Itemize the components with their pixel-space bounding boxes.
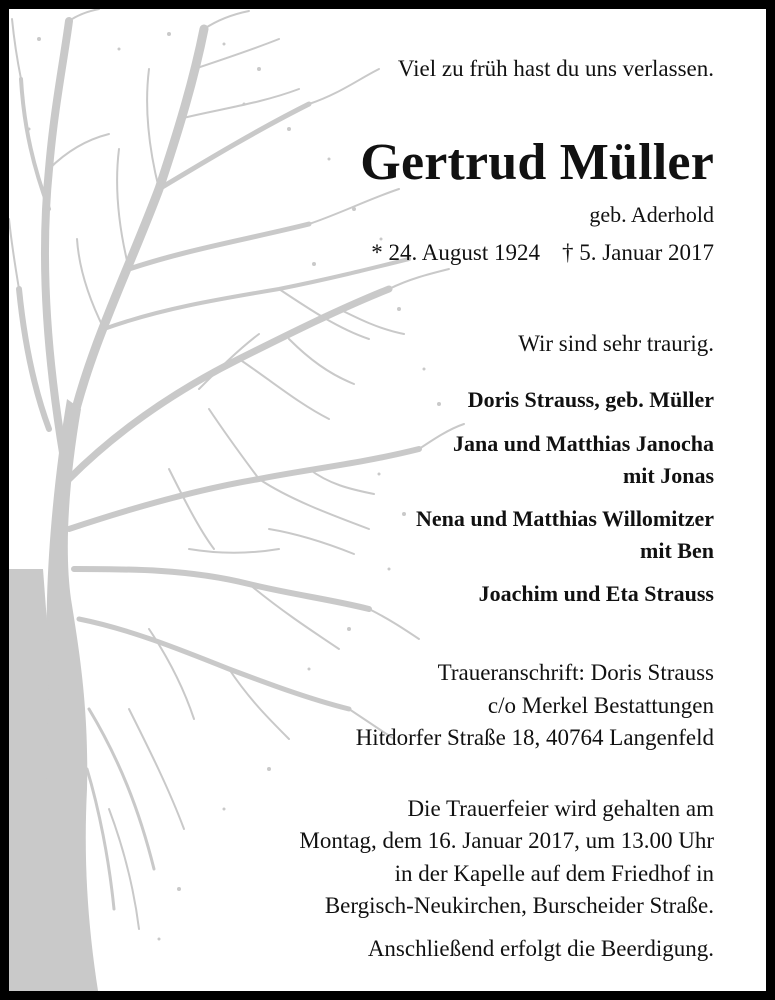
family-member: Joachim und Eta Strauss (478, 581, 714, 606)
service-line: Bergisch-Neukirchen, Burscheider Straße. (324, 893, 714, 918)
address-line: Hitdorfer Straße 18, 40764 Langenfeld (355, 725, 714, 750)
family-member: Jana und Matthias Janocha (452, 431, 714, 456)
birth-date: * 24. August 1924 (371, 240, 540, 265)
service-line: Die Trauerfeier wird gehalten am (407, 796, 714, 821)
service-line: in der Kapelle auf dem Friedhof in (394, 861, 714, 886)
family-member: Nena und Matthias Willomitzer (415, 506, 714, 531)
intro-line: Viel zu früh hast du uns verlassen. (397, 56, 714, 81)
deceased-name: Gertrud Müller (360, 134, 714, 191)
sentiment-line: Wir sind sehr traurig. (518, 331, 714, 356)
life-dates (371, 240, 714, 266)
family-member: mit Jonas (622, 463, 714, 488)
address-line: Traueranschrift: Doris Strauss (437, 660, 714, 685)
address-line: c/o Merkel Bestattungen (487, 693, 714, 718)
service-line: Montag, dem 16. Januar 2017, um 13.00 Uhr (299, 828, 714, 853)
maiden-name: geb. Aderhold (589, 202, 714, 227)
burial-line: Anschließend erfolgt die Beerdigung. (367, 936, 714, 961)
family-member: Doris Strauss, geb. Müller (467, 387, 714, 412)
family-member: mit Ben (640, 538, 714, 563)
death-date: † 5. Januar 2017 (561, 240, 714, 265)
